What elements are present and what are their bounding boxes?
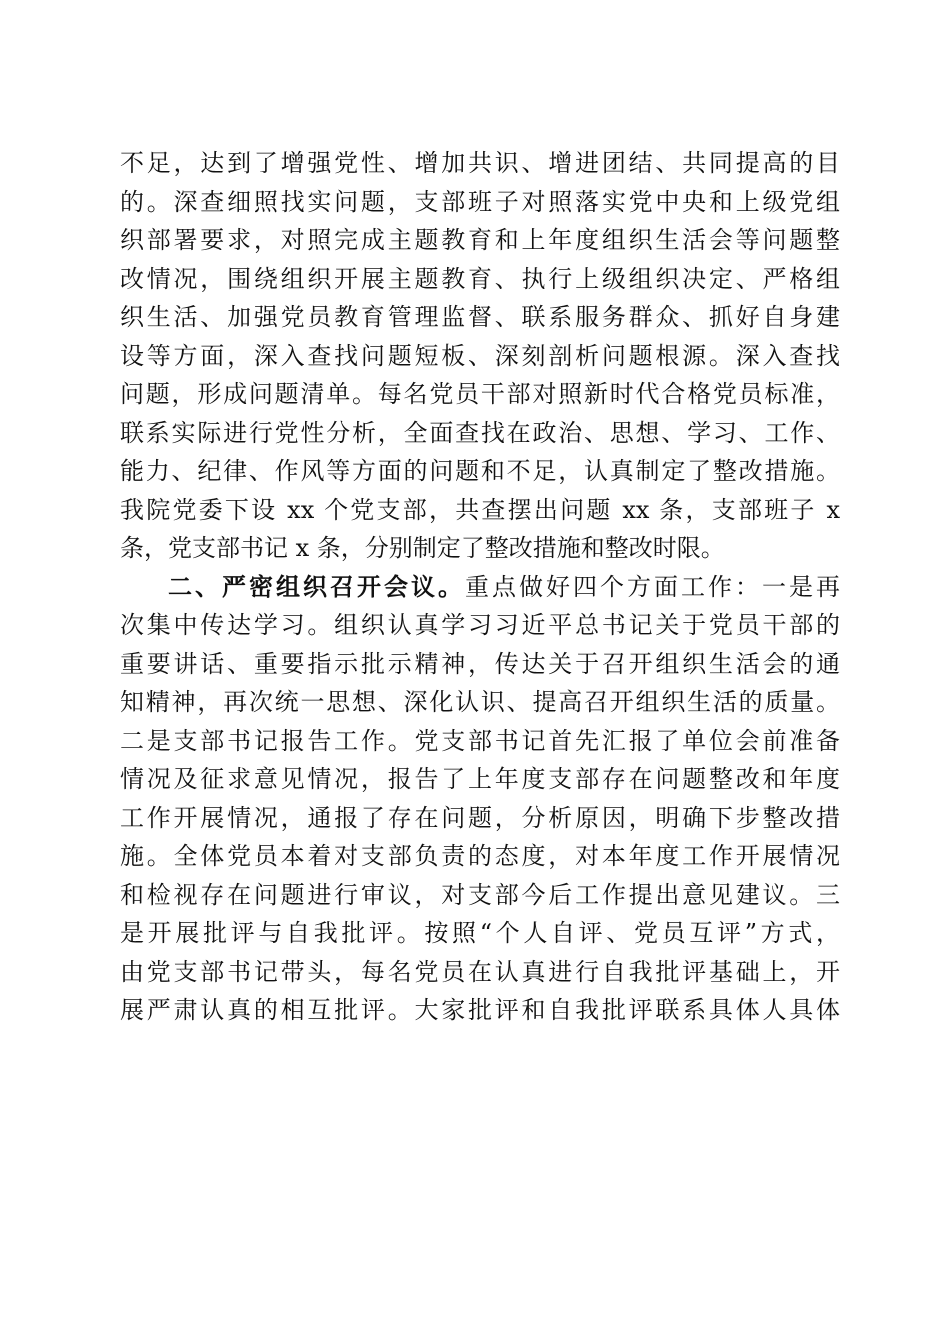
text-line: 能力、纪律、作风等方面的问题和不足，认真制定了整改措施。 [120, 457, 840, 485]
text-line: 织生活、加强党员教育管理监督、联系服务群众、抓好自身建 [120, 303, 840, 331]
text-line: 由党支部书记带头，每名党员在认真进行自我批评基础上，开 [120, 957, 840, 986]
text-line: 问题，形成问题清单。每名党员干部对照新时代合格党员标准， [120, 380, 840, 408]
heading-line-rest: 重点做好四个方面工作：一是再 [465, 572, 840, 601]
text-line: 改情况，围绕组织开展主题教育、执行上级组织决定、严格组 [120, 264, 840, 293]
text-line: 联系实际进行党性分析，全面查找在政治、思想、学习、工作、 [120, 418, 840, 447]
body-text [120, 144, 840, 1030]
text-line: 施。全体党员本着对支部负责的态度，对本年度工作开展情况 [120, 842, 840, 870]
text-line: 条，党支部书记 x 条，分别制定了整改措施和整改时限。 [120, 534, 725, 562]
text-line: 二是支部书记报告工作。党支部书记首先汇报了单位会前准备 [120, 726, 840, 755]
text-line: 次集中传达学习。组织认真学习习近平总书记关于党员干部的 [120, 611, 840, 639]
text-line: 设等方面，深入查找问题短板、深刻剖析问题根源。深入查找 [120, 341, 840, 370]
paragraph-2 [120, 568, 840, 1030]
text-line: 工作开展情况，通报了存在问题，分析原因，明确下步整改措 [120, 803, 840, 832]
text-line: 重要讲话、重要指示批示精神，传达关于召开组织生活会的通 [120, 649, 840, 678]
text-line: 展严肃认真的相互批评。大家批评和自我批评联系具体人具体 [120, 996, 840, 1024]
text-line: 和检视存在问题进行审议，对支部今后工作提出意见建议。三 [120, 880, 840, 909]
text-line: 的。深查细照找实问题，支部班子对照落实党中央和上级党组 [120, 187, 840, 216]
text-line: 我院党委下设 xx 个党支部，共查摆出问题 xx 条，支部班子 x [120, 495, 840, 524]
text-line: 是开展批评与自我批评。按照“个人自评、党员互评”方式， [120, 919, 840, 947]
text-line: 情况及征求意见情况，报告了上年度支部存在问题整改和年度 [120, 765, 840, 793]
text-line: 不足，达到了增强党性、增加共识、增进团结、共同提高的目 [120, 149, 840, 177]
section-heading: 二、严密组织召开会议。 [168, 571, 465, 601]
text-line: 织部署要求，对照完成主题教育和上年度组织生活会等问题整 [120, 226, 840, 254]
text-line: 知精神，再次统一思想、深化认识、提高召开组织生活的质量。 [120, 688, 840, 716]
text-line [120, 568, 840, 607]
paragraph-1 [120, 144, 840, 568]
